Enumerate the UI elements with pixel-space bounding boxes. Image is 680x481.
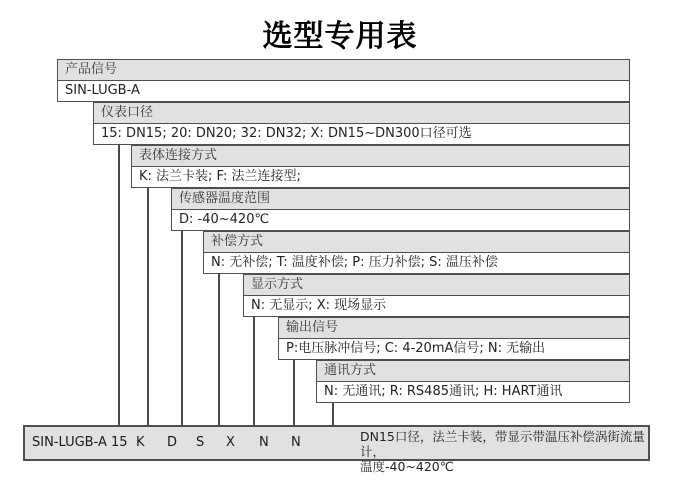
option-box-sensor-temp-range — [171, 188, 630, 231]
connector-line-compensation — [218, 274, 220, 426]
option-box-communication — [316, 360, 630, 403]
option-box-values: N: 无通讯; R: RS485通讯; H: HART通讯 — [317, 382, 629, 402]
option-box-header: 表体连接方式 — [132, 146, 629, 167]
option-box-meter-diameter — [93, 102, 630, 145]
connector-line-sensor-temp-range — [181, 231, 183, 426]
option-box-values: 15: DN15; 20: DN20; 32: DN32; X: DN15~DN300口径可选 — [94, 124, 629, 144]
option-box-header: 输出信号 — [279, 318, 629, 339]
option-box-product-signal — [57, 59, 630, 102]
option-box-header: 仪表口径 — [94, 103, 629, 124]
option-box-values: P:电压脉冲信号; C: 4-20mA信号; N: 无输出 — [279, 339, 629, 359]
option-box-values: N: 无补偿; T: 温度补偿; P: 压力补偿; S: 温压补偿 — [204, 253, 629, 273]
summary-model-code: SIN-LUGB-A 15 — [32, 435, 128, 450]
summary-description — [360, 429, 648, 474]
option-box-body-connection — [131, 145, 630, 188]
summary-code-connection: K — [136, 435, 145, 450]
option-box-values: SIN-LUGB-A — [58, 81, 629, 101]
option-box-header: 传感器温度范围 — [172, 189, 629, 210]
option-box-compensation — [203, 231, 630, 274]
option-box-header: 通讯方式 — [317, 361, 629, 382]
connector-line-communication — [332, 403, 334, 426]
summary-bar — [23, 425, 650, 474]
option-box-header: 产品信号 — [58, 60, 629, 81]
option-box-output-signal — [278, 317, 630, 360]
summary-code-display: X — [226, 435, 235, 450]
option-box-header: 显示方式 — [244, 275, 629, 296]
summary-description-line1: DN15口径，法兰卡装，带显示带温压补偿涡街流量计， — [360, 429, 645, 459]
summary-code-compensation: S — [196, 435, 205, 450]
option-box-values: N: 无显示; X: 现场显示 — [244, 296, 629, 316]
option-box-values: K: 法兰卡装; F: 法兰连接型; — [132, 167, 629, 187]
summary-code-communication: N — [291, 435, 301, 450]
connector-line-meter-diameter — [118, 145, 120, 426]
summary-code-temp-range: D — [167, 435, 178, 450]
connector-line-output-signal — [293, 360, 295, 426]
summary-description-line2: 温度-40~420℃ — [360, 459, 454, 474]
option-box-display-mode — [243, 274, 630, 317]
page-title: 选型专用表 — [262, 19, 418, 54]
summary-code-output: N — [259, 435, 269, 450]
option-box-values: D: -40~420℃ — [172, 210, 629, 230]
option-box-header: 补偿方式 — [204, 232, 629, 253]
connector-line-body-connection — [147, 188, 149, 426]
connector-line-display-mode — [253, 317, 255, 426]
